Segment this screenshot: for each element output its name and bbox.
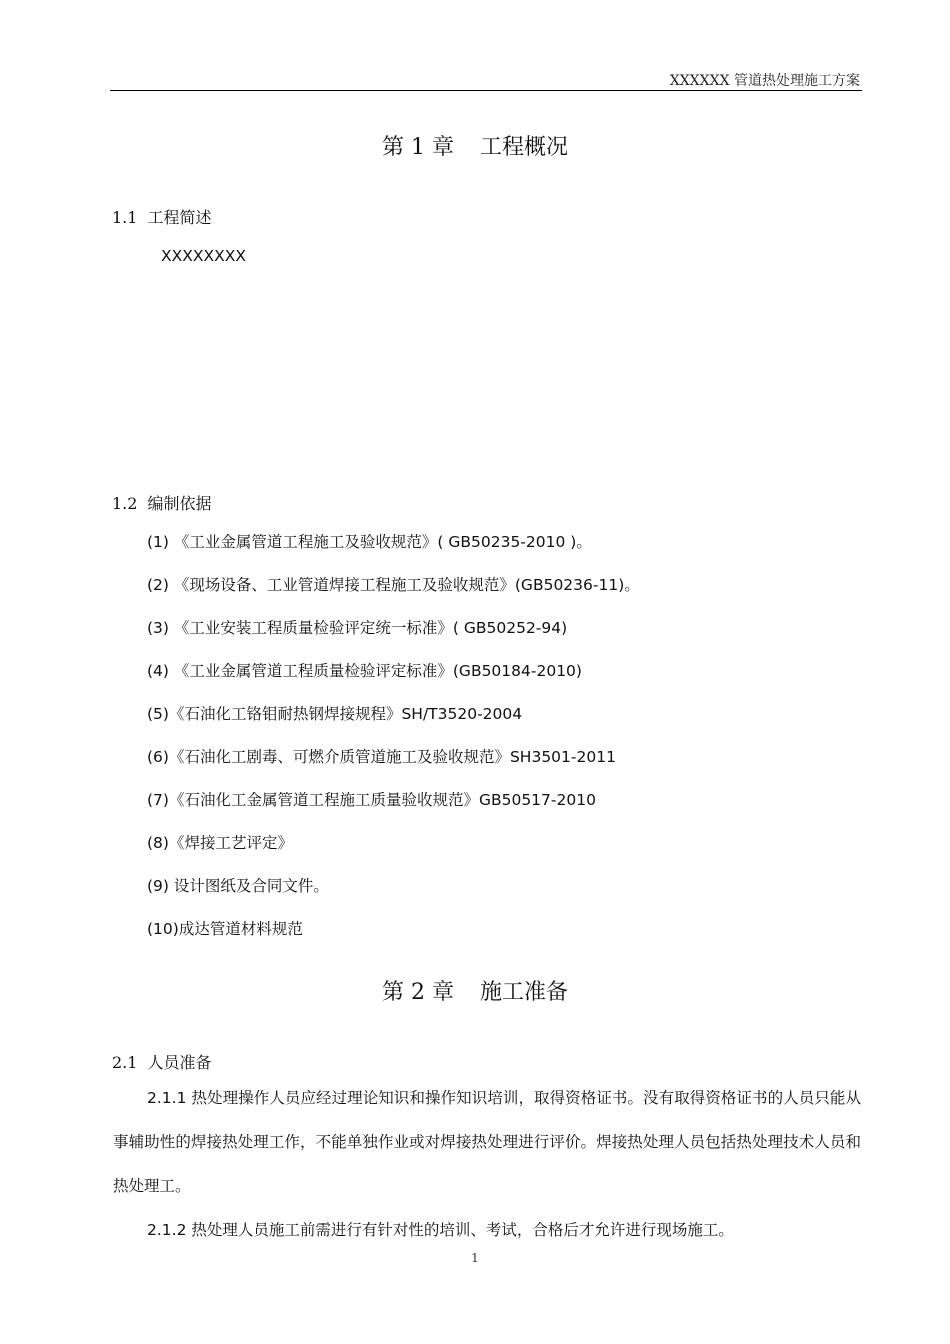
page-number: 1: [471, 1251, 479, 1265]
reference-item: (9) 设计图纸及合同文件。: [147, 877, 329, 895]
section-1-2-number: 1.2: [112, 494, 138, 513]
section-1-1-heading: [112, 205, 211, 228]
reference-item: (5)《石油化工铬钼耐热钢焊接规程》SH/T3520-2004: [147, 705, 523, 723]
chapter-2-heading: [0, 975, 950, 1006]
section-1-1-number: 1.1: [112, 208, 138, 227]
chapter-1-number: 第 1 章: [382, 135, 454, 160]
paragraph-text: 2.1.2 热处理人员施工前需进行有针对性的培训、考试，合格后才允许进行现场施工。: [147, 1221, 734, 1239]
section-2-1-heading: [112, 1050, 211, 1073]
header-divider: [110, 90, 862, 91]
reference-item: (3) 《工业安装工程质量检验评定统一标准》( GB50252-94): [147, 619, 568, 637]
section-1-2-title: 编制依据: [147, 494, 212, 513]
section-1-1-title: 工程简述: [147, 208, 212, 227]
chapter-1-heading: [0, 130, 950, 161]
reference-item: (6)《石油化工剧毒、可燃介质管道施工及验收规范》SH3501-2011: [147, 748, 616, 766]
reference-item: (1) 《工业金属管道工程施工及验收规范》( GB50235-2010 )。: [147, 533, 592, 551]
chapter-1-title: 工程概况: [479, 135, 568, 160]
section-2-1-title: 人员准备: [147, 1053, 212, 1072]
reference-item: (8)《焊接工艺评定》: [147, 834, 293, 852]
chapter-2-title: 施工准备: [479, 980, 568, 1005]
reference-item: (2) 《现场设备、工业管道焊接工程施工及验收规范》(GB50236-11)。: [147, 576, 640, 594]
reference-item: (10)成达管道材料规范: [147, 920, 303, 938]
section-1-1-body: XXXXXXXX: [161, 247, 246, 265]
section-1-2-heading: [112, 491, 211, 514]
reference-item: (4) 《工业金属管道工程质量检验评定标准》(GB50184-2010): [147, 662, 582, 680]
paragraph-text: 2.1.1 热处理操作人员应经过理论知识和操作知识培训，取得资格证书。没有取得资格证书的人员只能从事辅助性的焊接热处理工作，不能单独作业或对焊接热处理进行评价。焊接热处理人员包括热处理技术人员和热处理工。: [113, 1089, 861, 1195]
chapter-2-number: 第 2 章: [382, 980, 454, 1005]
section-2-1-number: 2.1: [112, 1053, 138, 1072]
paragraph: [113, 1208, 861, 1252]
page-header-title: XXXXXX 管道热处理施工方案: [669, 73, 860, 89]
paragraph: [113, 1076, 861, 1208]
reference-item: (7)《石油化工金属管道工程施工质量验收规范》GB50517-2010: [147, 791, 596, 809]
